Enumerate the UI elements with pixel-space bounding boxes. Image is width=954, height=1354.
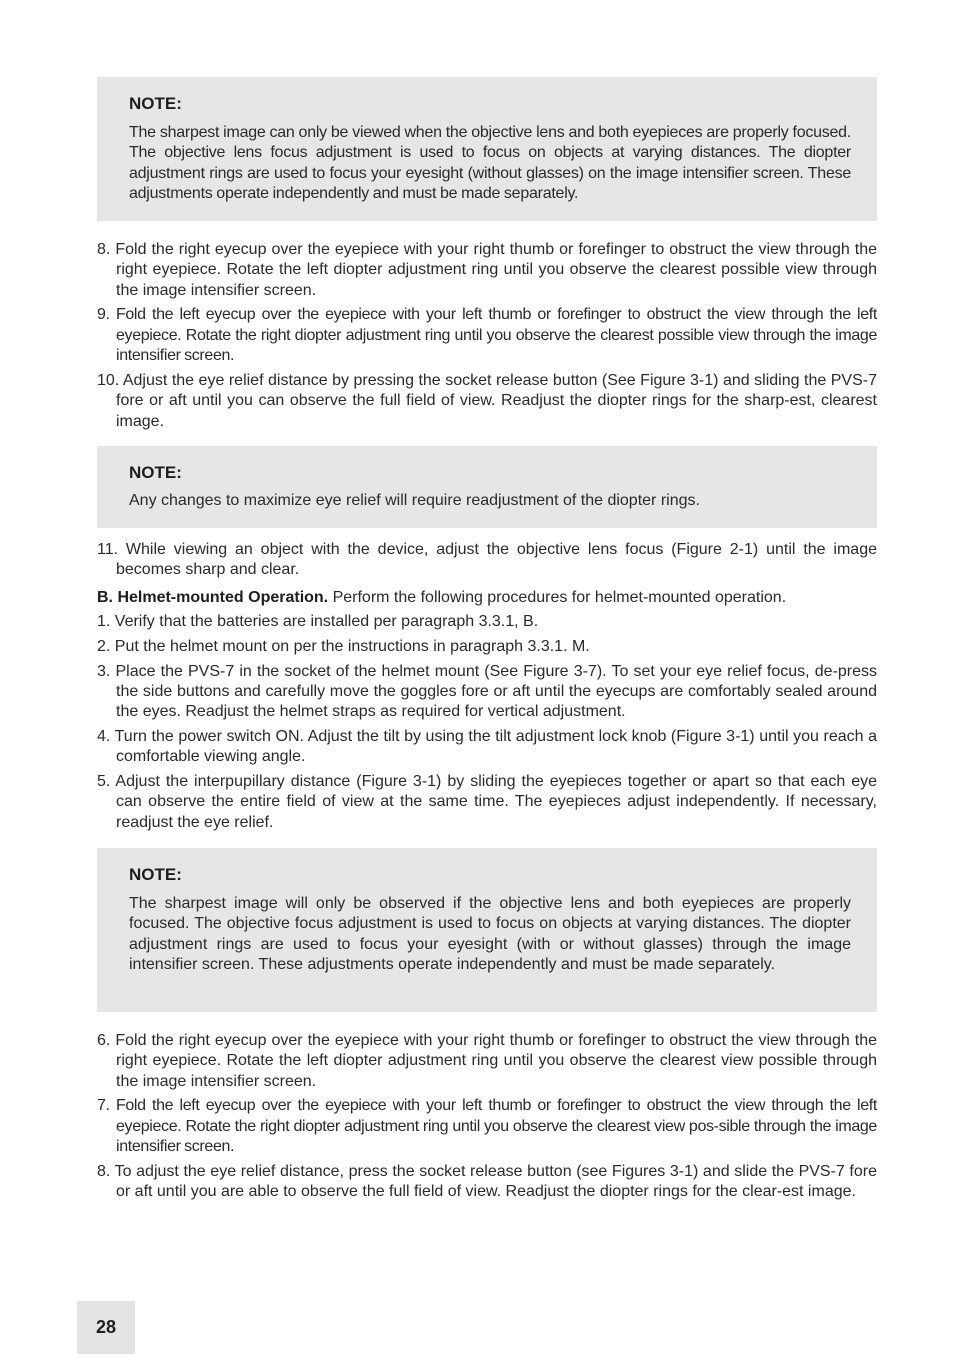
note-box [97,77,877,221]
list-item: 8. Fold the right eyecup over the eyepiece with your right thumb or forefinger to obstruct the view through the right eyepiece. Rotate the left diopter adjustment ring until you observe the clearest possible view through the image intensifier screen. [97,241,877,299]
list-item: 10. Adjust the eye relief distance by pressing the socket release button (See Figure 3-1) and sliding the PVS-7 fore or aft until you can observe the full field of view. Readjust the diopter rings for the sharp-est, clearest image. [97,371,877,430]
note-box [97,446,877,528]
list-item: 7. Fold the left eyecup over the eyepiece with your left thumb or forefinger to obstruct the view through the left eyepiece. Rotate the right diopter adjustment ring until you observe the clearest view pos-sible through the image intensifier screen. [97,1097,877,1156]
note-text: Any changes to maximize eye relief will require readjustment of the diopter rings. [129,492,700,509]
list-item: 5. Adjust the interpupillary distance (Figure 3-1) by sliding the eyepieces together or apart so that each eye can observe the entire field of view at the same time. The eyepieces adjust independently. If necessary, readjust the eye relief. [97,773,877,831]
list-item: 6. Fold the right eyecup over the eyepiece with your right thumb or forefinger to obstruct the view through the right eyepiece. Rotate the left diopter adjustment ring until you observe the clearest view possible through the image intensifier screen. [97,1032,877,1090]
list-item: 3. Place the PVS-7 in the socket of the helmet mount (See Figure 3-7). To set your eye relief focus, de-press the side buttons and carefully move the goggles fore or aft until the eyecups are comfortably sealed around the eyes. Readjust the helmet straps as required for vertical adjustment. [97,662,877,721]
section-title: B. Helmet-mounted Operation. [97,588,329,606]
procedure-list [97,240,877,432]
page-number: 28 [77,1301,135,1354]
note-title: NOTE: [129,94,182,113]
note-title: NOTE: [129,463,182,482]
section-heading [97,588,877,608]
list-item: 2. Put the helmet mount on per the instructions in paragraph 3.3.1. M. [97,638,590,655]
list-item: 8. To adjust the eye relief distance, press the socket release button (see Figures 3-1) and slide the PVS-7 fore or aft until you are able to observe the full field of view. Readjust the diopter rings for the clear-est image. [97,1162,877,1201]
list-item: 1. Verify that the batteries are installed per paragraph 3.3.1, B. [97,613,539,631]
list-item: 4. Turn the power switch ON. Adjust the tilt by using the tilt adjustment lock knob (Figure 3-1) until you reach a comfortable viewing angle. [97,728,877,766]
note-box [97,848,877,1012]
section-intro: Perform the following procedures for helmet-mounted operation. [328,588,787,606]
list-item: 9. Fold the left eyecup over the eyepiece with your left thumb or forefinger to obstruct the view through the left eyepiece. Rotate the right diopter adjustment ring until you observe the clearest possible view through the image intensifier screen. [97,306,877,365]
note-text: The sharpest image can only be viewed when the objective lens and both eyepieces are properly focused. The objective lens focus adjustment is used to focus on objects at varying distances. The diopter adjustment rings are used to focus your eyesight (without glasses) on the image intensifier screen. These adjustments operate independently and must be made separately. [129,124,851,203]
list-item: 11. While viewing an object with the device, adjust the objective lens focus (Figure 2-1) until the image becomes sharp and clear. [97,541,877,579]
procedure-list [97,540,877,833]
note-title: NOTE: [129,865,182,884]
note-text: The sharpest image will only be observed if the objective lens and both eyepieces are properly focused. The objective focus adjustment is used to focus on objects at varying distances. The diopter adjustment rings are used to focus your eyesight (with or without glasses) through the image intensifier screen. These adjustments operate independently and must be made separately. [129,895,851,974]
procedure-list [97,1031,877,1203]
